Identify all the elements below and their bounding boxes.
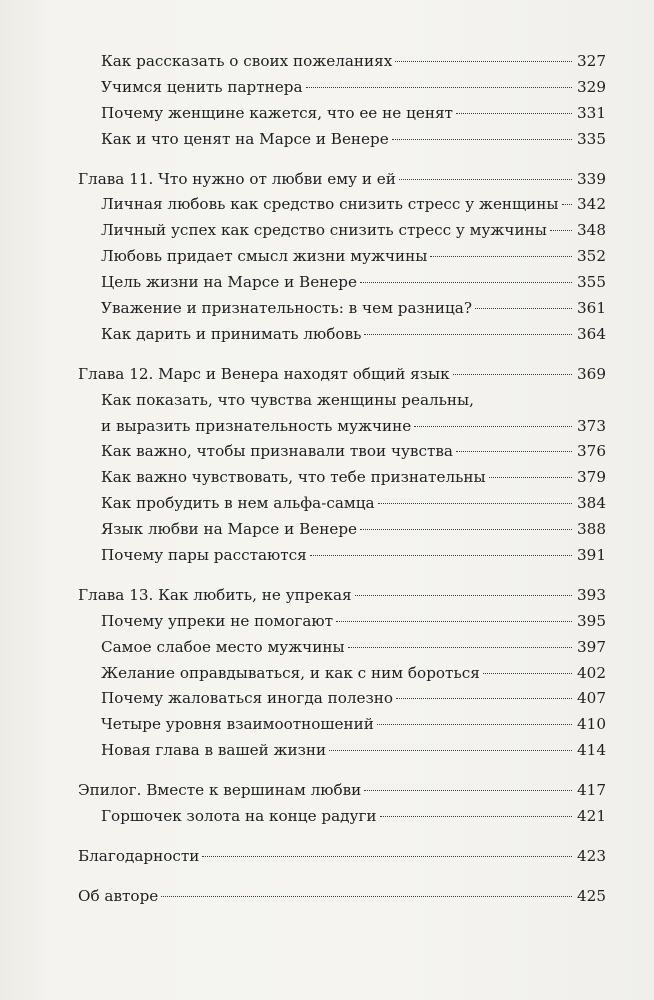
- toc-chapter-title: Об авторе: [78, 886, 159, 905]
- leader-dots: [336, 621, 572, 622]
- leader-dots: [550, 230, 572, 231]
- toc-entry-title: Почему упреки не помогают: [101, 611, 334, 630]
- leader-dots: [489, 477, 572, 478]
- toc-page-number: 331: [577, 103, 606, 122]
- toc-entry-title: Самое слабое место мужчины: [101, 637, 345, 656]
- toc-entry-title: Новая глава в вашей жизни: [101, 741, 327, 760]
- toc-entry[interactable]: [78, 244, 606, 270]
- toc-chapter-title: Эпилог. Вместе к вершинам любви: [78, 781, 362, 800]
- toc-page-number: 388: [577, 520, 606, 539]
- toc-page-number: 348: [577, 221, 606, 240]
- toc-entry[interactable]: [78, 75, 606, 101]
- leader-dots: [430, 256, 572, 257]
- toc-entry[interactable]: [78, 439, 606, 465]
- toc-entry-title: и выразить признательность мужчине: [101, 416, 412, 435]
- toc-entry-title: Учимся ценить партнера: [101, 77, 303, 96]
- leader-dots: [475, 308, 572, 309]
- toc-page-number: 327: [577, 52, 606, 70]
- toc-entry-title: Цель жизни на Марсе и Венере: [101, 273, 357, 292]
- leader-dots: [364, 790, 572, 791]
- toc-entry-title: Любовь придает смысл жизни мужчины: [101, 247, 428, 266]
- leader-dots: [378, 503, 572, 504]
- toc-entry-title-line1[interactable]: Как показать, что чувства женщины реальны,: [101, 390, 474, 409]
- toc-page-number: 379: [577, 468, 606, 487]
- leader-dots: [380, 816, 572, 817]
- leader-dots: [399, 179, 572, 180]
- leader-dots: [306, 87, 572, 88]
- leader-dots: [360, 282, 572, 283]
- toc-chapter-12[interactable]: [78, 362, 606, 388]
- toc-page-number: 410: [577, 715, 606, 734]
- toc-entry-title: Горшочек золота на конце радуги: [101, 807, 377, 826]
- toc-page-number: 402: [577, 663, 606, 682]
- toc-entry-title: Четыре уровня взаимоотношений: [101, 715, 374, 734]
- toc-page-number: 352: [577, 247, 606, 266]
- toc-chapter-13[interactable]: [78, 583, 606, 609]
- toc-chapter-11[interactable]: [78, 167, 606, 193]
- toc-page-number: 335: [577, 129, 606, 148]
- toc-entry[interactable]: [78, 712, 606, 738]
- toc-entry[interactable]: [78, 465, 606, 491]
- toc-page-number: 361: [577, 299, 606, 318]
- toc-entry-title: Как рассказать о своих пожеланиях: [101, 52, 393, 70]
- toc-entry[interactable]: [78, 517, 606, 543]
- leader-dots: [202, 856, 572, 857]
- toc-entry[interactable]: [78, 543, 606, 569]
- toc-page-number: 397: [577, 637, 606, 656]
- toc-entry[interactable]: [78, 192, 606, 218]
- toc-entry[interactable]: [78, 686, 606, 712]
- leader-dots: [329, 750, 572, 751]
- toc-epilog[interactable]: [78, 778, 606, 804]
- toc-entry-title: Почему женщине кажется, что ее не ценят: [101, 103, 453, 122]
- toc-entry-title: Как важно, чтобы признавали твои чувства: [101, 442, 453, 461]
- toc-page-number: 329: [577, 77, 606, 96]
- leader-dots: [396, 698, 572, 699]
- toc-chapter-title: Глава 11. Что нужно от любви ему и ей: [78, 169, 396, 188]
- toc-thanks[interactable]: [78, 844, 606, 870]
- toc-entry[interactable]: [78, 49, 606, 75]
- leader-dots: [348, 647, 572, 648]
- toc-entry-title: Желание оправдываться, и как с ним бороться: [101, 663, 480, 682]
- toc-about-author[interactable]: [78, 884, 606, 910]
- toc-entry-title: Язык любви на Марсе и Венере: [101, 520, 358, 539]
- leader-dots: [456, 113, 572, 114]
- table-of-contents: [78, 49, 606, 910]
- toc-entry[interactable]: [78, 127, 606, 153]
- leader-dots: [414, 426, 572, 427]
- toc-chapter-title: Глава 12. Марс и Венера находят общий язык: [78, 364, 450, 383]
- toc-entry[interactable]: [78, 218, 606, 244]
- toc-entry-title: Личный успех как средство снизить стресс у мужчины: [101, 221, 547, 240]
- toc-page-number: 414: [577, 741, 606, 760]
- toc-page-number: 393: [577, 585, 606, 604]
- toc-page-number: 339: [577, 169, 606, 188]
- leader-dots: [483, 673, 572, 674]
- leader-dots: [395, 61, 572, 62]
- toc-entry-title: Почему пары расстаются: [101, 546, 307, 565]
- toc-entry[interactable]: [78, 609, 606, 635]
- toc-entry[interactable]: [78, 296, 606, 322]
- toc-page-number: 395: [577, 611, 606, 630]
- toc-entry[interactable]: [78, 635, 606, 661]
- toc-page-number: 417: [577, 781, 606, 800]
- toc-page-number: 384: [577, 494, 606, 513]
- toc-entry-title: Личная любовь как средство снизить стресс у женщины: [101, 195, 559, 214]
- toc-page-number: 369: [577, 364, 606, 383]
- toc-entry-title: Как пробудить в нем альфа-самца: [101, 494, 375, 513]
- toc-entry-title: Как важно чувствовать, что тебе признательны: [101, 468, 486, 487]
- toc-entry[interactable]: [78, 270, 606, 296]
- leader-dots: [364, 334, 572, 335]
- leader-dots: [377, 724, 572, 725]
- leader-dots: [453, 374, 572, 375]
- toc-page-number: 376: [577, 442, 606, 461]
- toc-entry-title: Уважение и признательность: в чем разница?: [101, 299, 472, 318]
- toc-entry-title: Почему жаловаться иногда полезно: [101, 689, 394, 708]
- toc-entry[interactable]: [78, 322, 606, 348]
- toc-page-number: 421: [577, 807, 606, 826]
- toc-page-number: 391: [577, 546, 606, 565]
- toc-entry[interactable]: [78, 661, 606, 687]
- toc-page-number: 355: [577, 273, 606, 292]
- toc-entry-title: Как и что ценят на Марсе и Венере: [101, 129, 389, 148]
- leader-dots: [310, 555, 572, 556]
- leader-dots: [360, 529, 572, 530]
- toc-page-number: 423: [577, 846, 606, 865]
- toc-page-number: 407: [577, 689, 606, 708]
- leader-dots: [456, 451, 572, 452]
- leader-dots: [161, 896, 572, 897]
- leader-dots: [392, 139, 572, 140]
- leader-dots: [355, 595, 572, 596]
- toc-page-number: 373: [577, 416, 606, 435]
- toc-entry[interactable]: [78, 101, 606, 127]
- leader-dots: [562, 204, 572, 205]
- toc-page-number: 342: [577, 195, 606, 214]
- toc-entry[interactable]: [78, 738, 606, 764]
- toc-chapter-title: Глава 13. Как любить, не упрекая: [78, 585, 352, 604]
- toc-page-number: 364: [577, 324, 606, 343]
- toc-page-number: 425: [577, 886, 606, 905]
- toc-entry[interactable]: [78, 491, 606, 517]
- toc-entry-title: Как дарить и принимать любовь: [101, 324, 362, 343]
- toc-entry[interactable]: [78, 804, 606, 830]
- toc-entry[interactable]: [78, 414, 606, 440]
- toc-chapter-title: Благодарности: [78, 846, 200, 865]
